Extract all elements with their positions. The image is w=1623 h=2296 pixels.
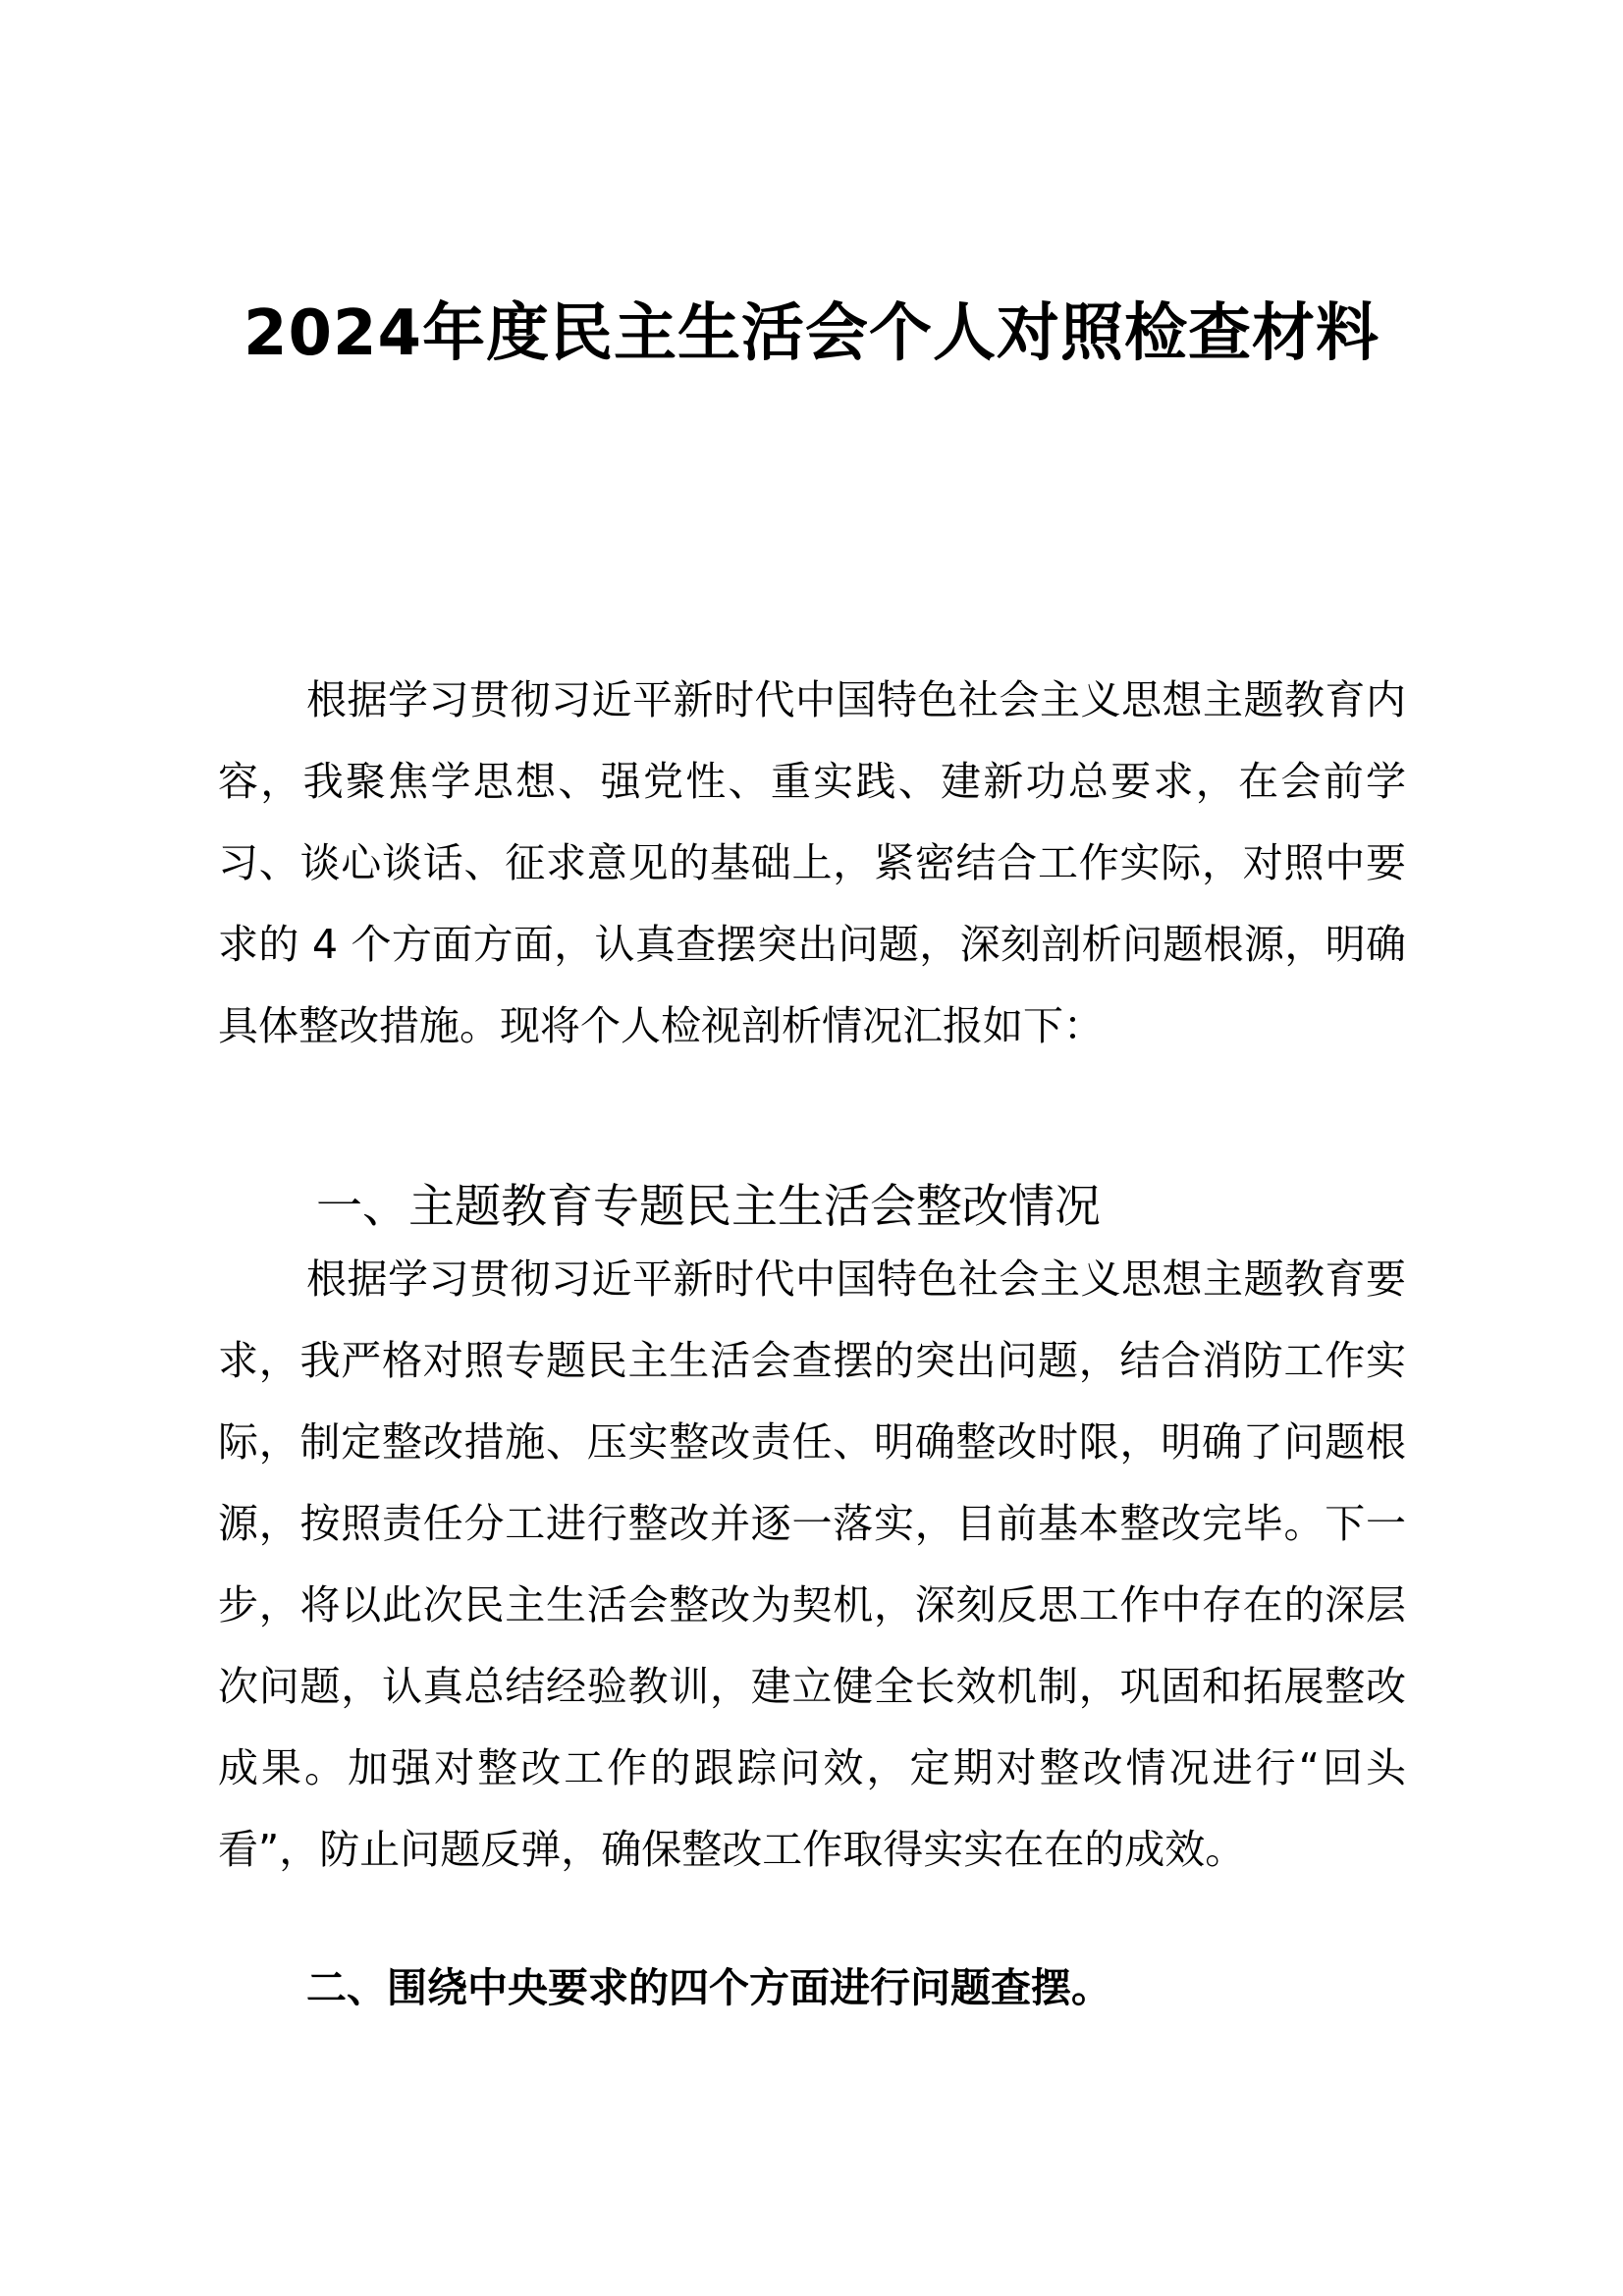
intro-paragraph: 根据学习贯彻习近平新时代中国特色社会主义思想主题教育内容，我聚焦学思想、强党性、重实践、建新功总要求，在会前学习、谈心谈话、征求意见的基础上，紧密结合工作实际，对照中要求的 4 个方面方面，认真查摆突出问题，深刻剖析问题根源，明确具体整改措施。现将个人检视剖析情况汇报如下： (218, 676, 1406, 1049)
section2-heading: 二、围绕中央要求的四个方面进行问题查摆。 (306, 1964, 1111, 2011)
document-title: 2024年度民主生活会个人对照检查材料 (243, 297, 1380, 370)
section1-heading: 一、主题教育专题民主生活会整改情况 (316, 1180, 1101, 1234)
section1-paragraph: 根据学习贯彻习近平新时代中国特色社会主义思想主题教育要求，我严格对照专题民主生活会查摆的突出问题，结合消防工作实际，制定整改措施、压实整改责任、明确整改时限，明确了问题根源，按照责任分工进行整改并逐一落实，目前基本整改完毕。下一步，将以此次民主生活会整改为契机，深刻反思工作中存在的深层次问题，认真总结经验教训，建立健全长效机制，巩固和拓展整改成果。加强对整改工作的跟踪问效，定期对整改情况进行“回头看”，防止问题反弹，确保整改工作取得实实在在的成效。 (218, 1255, 1406, 1873)
